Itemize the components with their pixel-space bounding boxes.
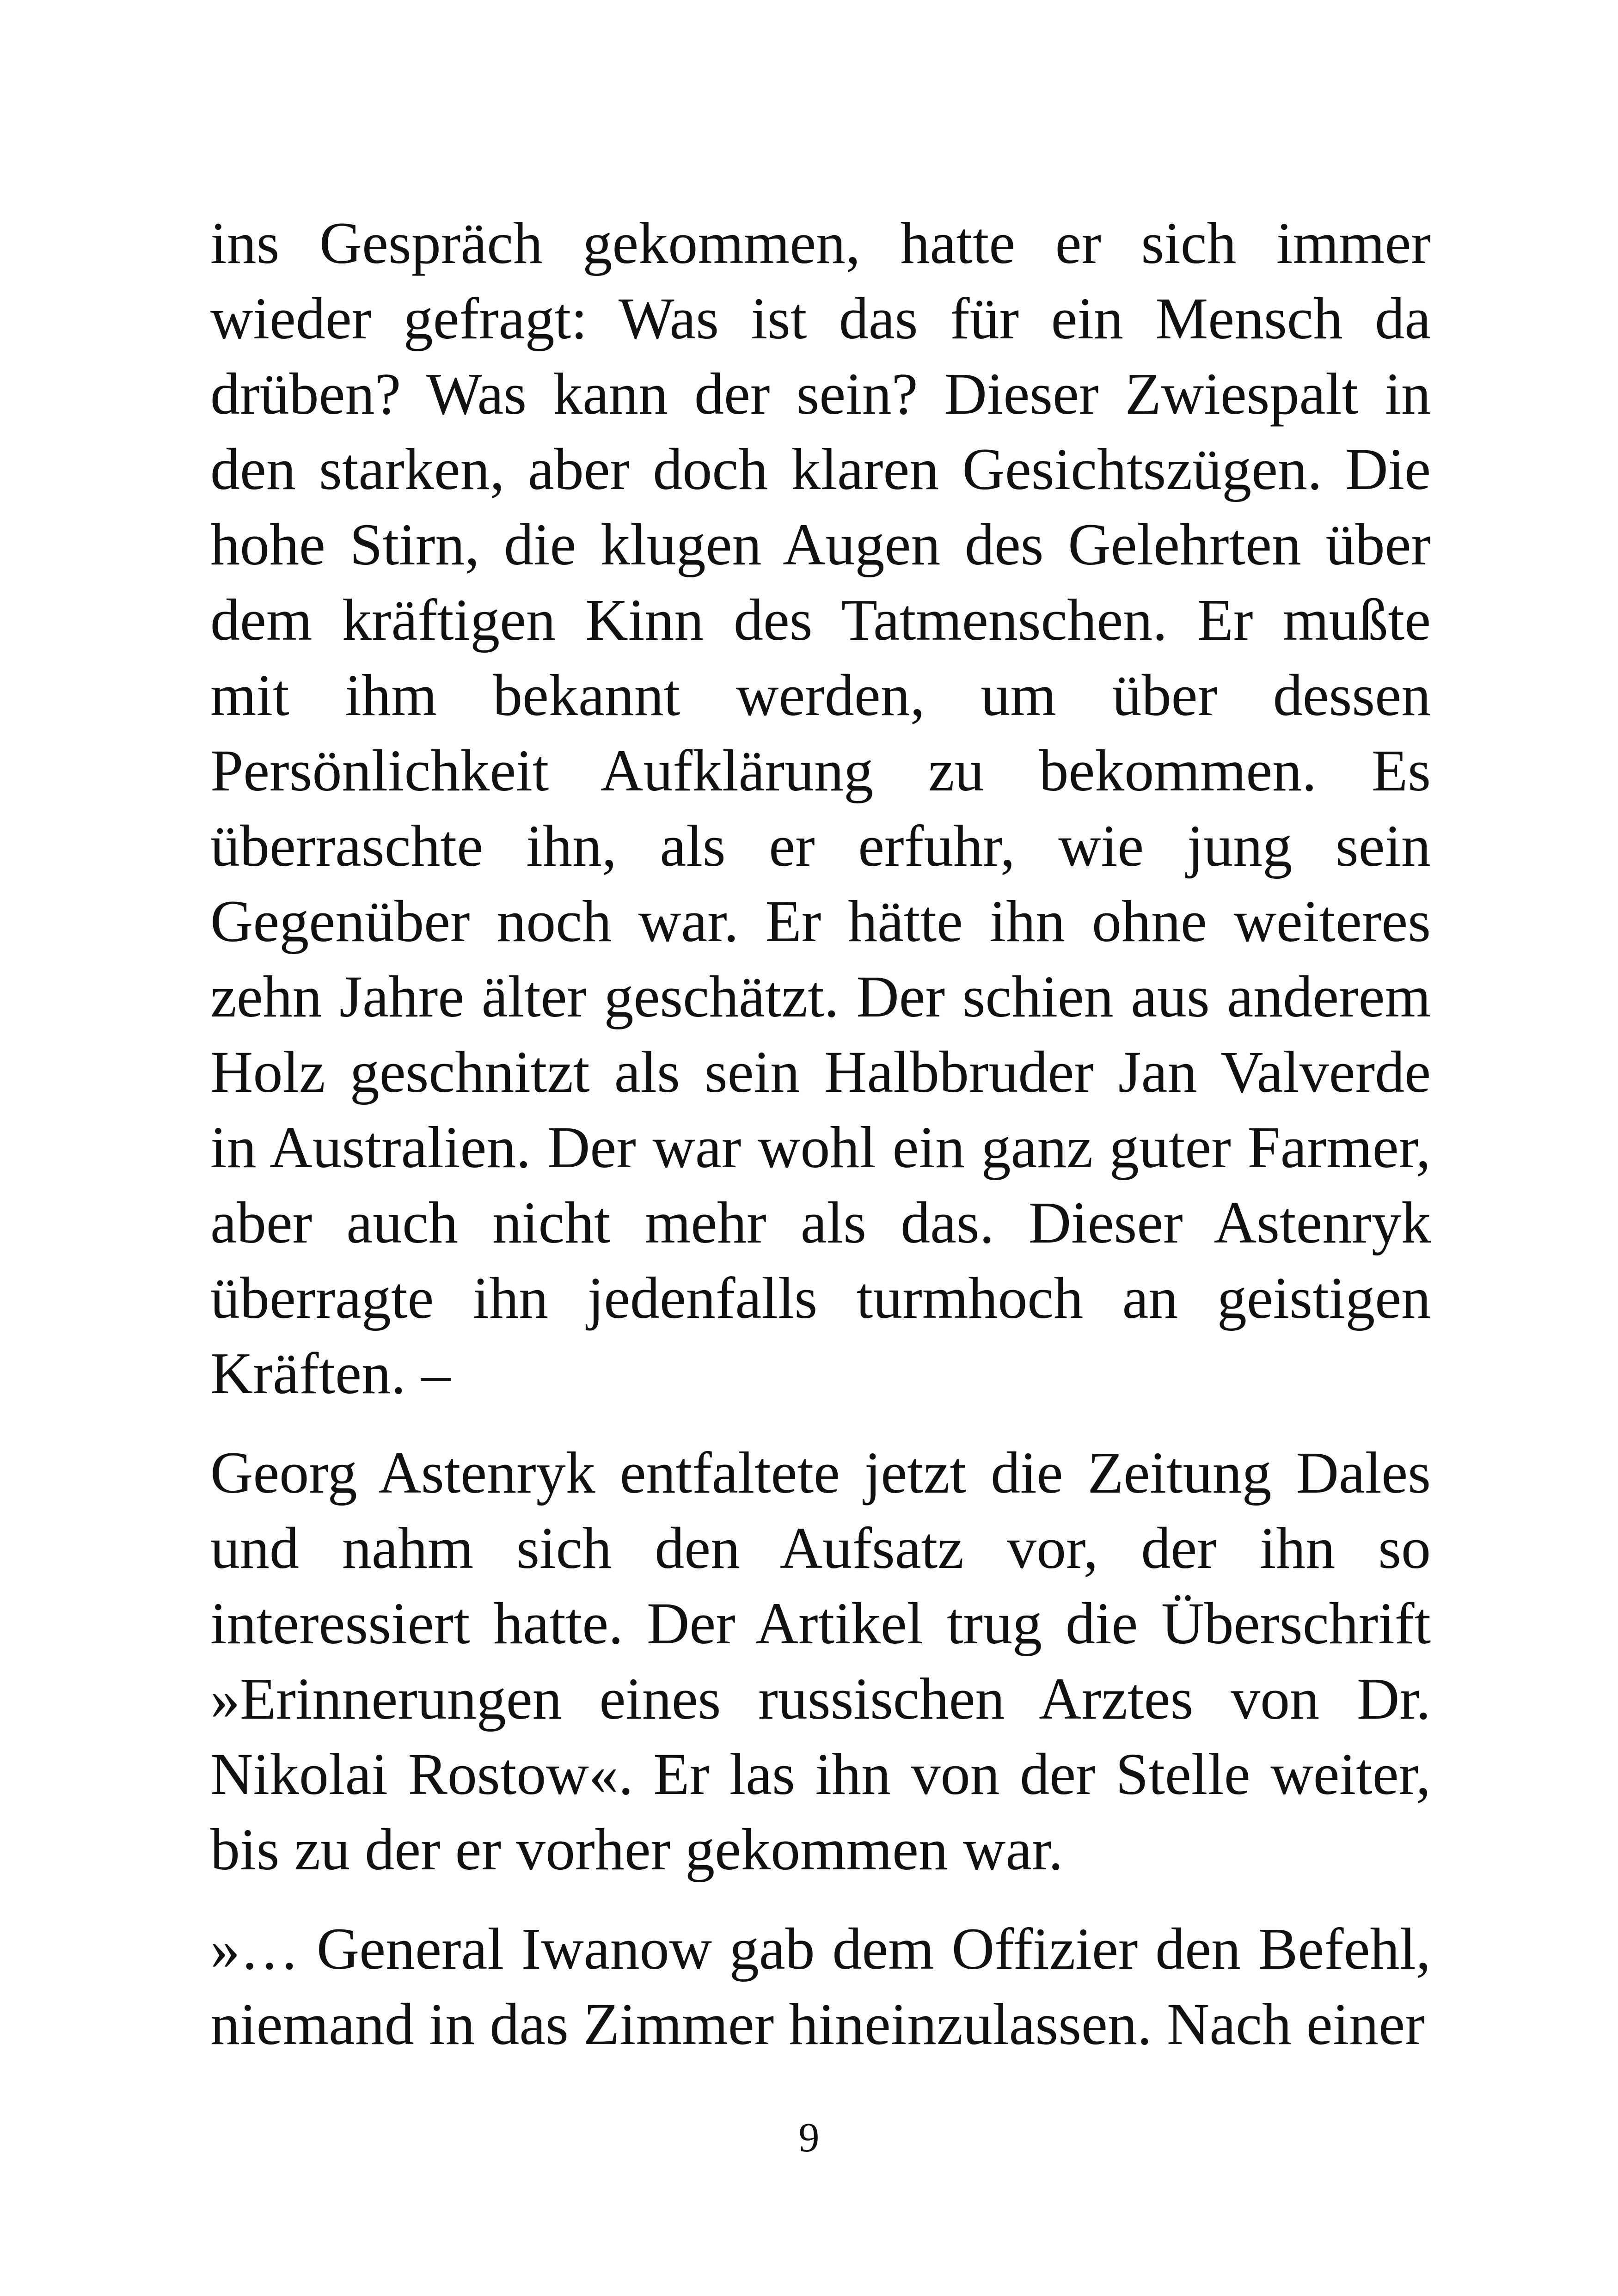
paragraph-1: ins Gespräch gekommen, hatte er sich immer wieder gefragt: Was ist das für ein Mensch da drüben? Was kann der sein? Dieser Zwiespalt in den starken, aber doch klaren Gesichtszügen. Die hohe Stirn, die klugen Augen des Gelehrten über dem kräftigen Kinn des Tatmenschen. Er mußte mit ihm bekannt werden, um über dessen Persönlichkeit Aufklärung zu bekommen. Es überraschte ihn, als er erfuhr, wie jung sein Gegenüber noch war. Er hätte ihn ohne weiteres zehn Jahre älter geschätzt. Der schien aus anderem Holz geschnitzt als sein Halbbruder Jan Valverde in Australien. Der war wohl ein ganz guter Farmer, aber auch nicht mehr als das. Dieser Astenryk überragte ihn jedenfalls turmhoch an geistigen Kräften. – — [210, 210, 1431, 1406]
body-text — [210, 206, 1431, 2086]
page-number: 9 — [798, 2115, 820, 2161]
paragraph-2: Georg Astenryk entfaltete jetzt die Zeitung Dales und nahm sich den Aufsatz vor, der ihn so interessiert hatte. Der Artikel trug die Überschrift »Erinnerungen eines russischen Arztes von Dr. Nikolai Rostow«. Er las ihn von der Stelle weiter, bis zu der er vorher gekommen war. — [210, 1440, 1431, 1882]
paragraph-3: »… General Iwanow gab dem Offizier den Befehl, niemand in das Zimmer hineinzulassen. Nach einer — [210, 1916, 1431, 2057]
